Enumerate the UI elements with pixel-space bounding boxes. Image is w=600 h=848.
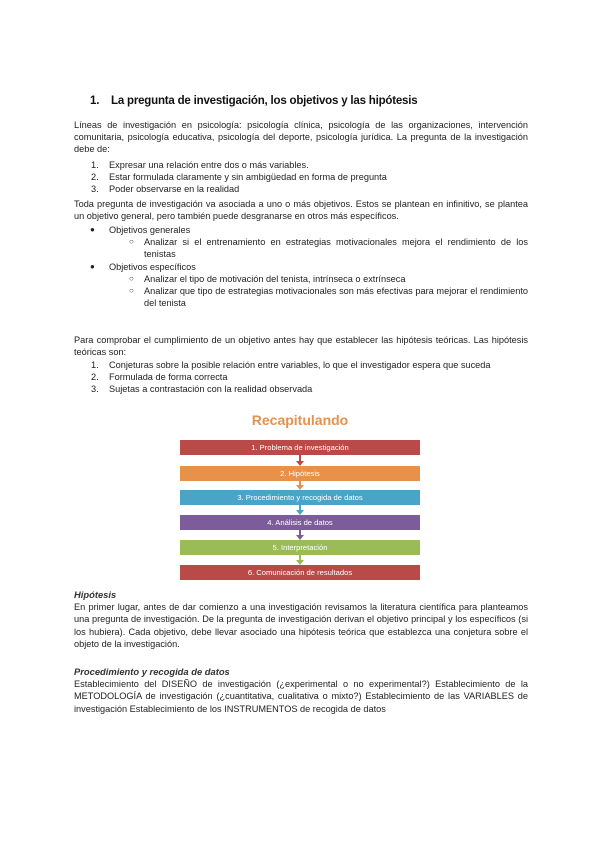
hypotheses-list	[74, 359, 528, 396]
procedimiento-text: Establecimiento del DISEÑO de investigación (¿experimental o no experimental?) Establecimiento de la METODOLOGÍA de investigación (¿cuantitativa, cualitativa o mixto?) Establecimiento de las VARIABLES de investigación Establecimiento de los INSTRUMENTOS de recogida de datos	[74, 679, 528, 714]
list-item	[74, 285, 528, 309]
specific-objectives-label: Objetivos específicos	[109, 261, 196, 272]
hypotheses-paragraph	[74, 334, 528, 358]
item-number: 2.	[91, 372, 99, 383]
specific-objective-text: Analizar el tipo de motivación del tenista, intrínseca o extrínseca	[144, 273, 406, 284]
hipotesis-section	[74, 589, 528, 650]
general-objectives-label: Objetivos generales	[109, 225, 191, 235]
sub-bullet-icon: ○	[129, 237, 134, 247]
step-label: 3. Procedimiento y recogida de datos	[237, 493, 363, 502]
diagram-title: Recapitulando	[251, 412, 349, 428]
arrow-down-icon	[296, 510, 304, 515]
step-label: 4. Análisis de datos	[267, 518, 333, 527]
question-requirements-list	[74, 159, 528, 196]
item-text: Estar formulada claramente y sin ambigüedad en forma de pregunta	[109, 172, 387, 183]
section-heading	[90, 95, 530, 107]
procedimiento-section	[74, 666, 528, 715]
arrow-down-icon	[296, 485, 304, 490]
recap-diagram	[178, 412, 422, 584]
list-item	[74, 359, 528, 371]
step-label: 6. Comunicación de resultados	[247, 568, 353, 577]
list-item	[74, 371, 528, 383]
procedimiento-title: Procedimiento y recogida de datos	[74, 666, 230, 677]
item-text: Sujetas a contrastación con la realidad observada	[109, 384, 313, 395]
hypotheses-text: Para comprobar el cumplimiento de un objetivo antes hay que establecer las hipótesis teóricas. Las hipótesis teóricas son:	[74, 335, 528, 358]
step-label: 2. Hipótesis	[280, 469, 320, 478]
list-item	[74, 171, 528, 183]
hipotesis-title: Hipótesis	[74, 589, 117, 600]
item-text: Formulada de forma correcta	[109, 372, 228, 383]
item-number: 2.	[91, 172, 99, 183]
step-label: 1. Problema de investigación	[251, 443, 349, 452]
item-number: 1.	[91, 360, 99, 370]
list-item	[74, 383, 528, 395]
general-objective-text: Analizar si el entrenamiento en estrategias motivacionales mejora el rendimiento de los tenistas	[144, 237, 528, 260]
heading-number: 1.	[90, 95, 100, 107]
list-item	[74, 236, 528, 260]
intro-paragraph	[74, 119, 528, 156]
objectives-list	[74, 224, 528, 309]
sub-bullet-icon: ○	[129, 273, 134, 283]
arrow-down-icon	[296, 535, 304, 540]
specific-objective-text: Analizar que tipo de estrategias motivacionales son más efectivas para mejorar el rendimiento del tenista	[144, 286, 528, 309]
diagram-step	[180, 565, 420, 580]
objectives-text: Toda pregunta de investigación va asociada a uno o más objetivos. Estos se plantean en infinitivo, se plantea un objetivo general, pero también puede desgranarse en otros más específicos.	[74, 199, 528, 222]
bullet-icon: ●	[90, 261, 95, 271]
item-text: Expresar una relación entre dos o más variables.	[109, 160, 309, 170]
item-number: 3.	[91, 384, 99, 395]
list-item	[74, 159, 528, 171]
objectives-paragraph	[74, 198, 528, 222]
bullet-icon: ●	[90, 225, 95, 234]
arrow-down-icon	[296, 560, 304, 565]
diagram-step	[180, 515, 420, 530]
list-item	[74, 261, 528, 273]
intro-text: Líneas de investigación en psicología: psicología clínica, psicología de las organizaciones, intervención comunitaria, psicología educativa, psicología del deporte, psicología jurídica. La pregunta de la investigación debe de:	[74, 120, 528, 155]
sub-bullet-icon: ○	[129, 286, 134, 296]
diagram-step	[180, 466, 420, 481]
heading-title: La pregunta de investigación, los objetivos y las hipótesis	[111, 95, 418, 107]
diagram-step	[180, 540, 420, 555]
diagram-step	[180, 490, 420, 505]
list-item	[74, 224, 528, 236]
step-label: 5. Interpretación	[272, 543, 328, 552]
item-number: 3.	[91, 184, 99, 195]
arrow-down-icon	[296, 461, 304, 466]
item-text: Poder observarse en la realidad	[109, 184, 240, 195]
item-text: Conjeturas sobre la posible relación entre variables, lo que el investigador espera que suceda	[109, 360, 491, 370]
diagram-step	[180, 440, 420, 455]
list-item	[74, 273, 528, 285]
item-number: 1.	[91, 160, 99, 170]
hipotesis-text: En primer lugar, antes de dar comienzo a una investigación revisamos la literatura científica para planteamos una pregunta de investigación. De la pregunta de investigación derivan el objetivo principal y los específicos (si los hubiera). Cada objetivo, debe llevar asociado una hipótesis teórica que establezca una conjetura sobre el objeto de la investigación.	[74, 602, 528, 649]
list-item	[74, 183, 528, 195]
